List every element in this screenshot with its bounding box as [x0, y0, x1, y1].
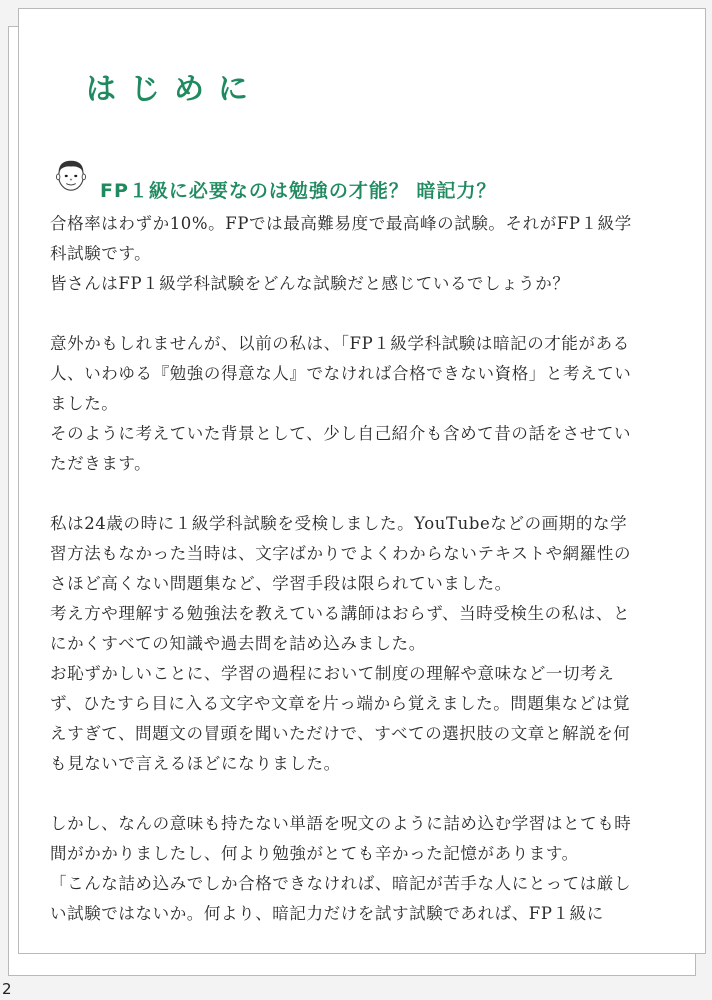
paragraph: そのように考えていた背景として、少し自己紹介も含めて昔の話をさせていただきます。	[50, 424, 632, 473]
paragraph-gap	[50, 779, 635, 809]
paragraph: 合格率はわずか10%。FPでは最高難易度で最高峰の試験。それがFP１級学科試験です。	[50, 214, 632, 263]
paragraph: 私は24歳の時に１級学科試験を受検しました。YouTubeなどの画期的な学習方法もなかった当時は、文字ばかりでよくわからないテキストや網羅性のさほど高くない問題集など、学習手段は限られていました。	[50, 514, 632, 593]
face-avatar-icon	[52, 156, 90, 194]
paragraph: 考え方や理解する勉強法を教えている講師はおらず、当時受検生の私は、とにかくすべての知識や過去問を詰め込みました。	[50, 604, 631, 653]
page-title: はじめに	[86, 72, 262, 107]
page-number: 2	[2, 980, 12, 998]
body-text	[50, 209, 635, 929]
paragraph: 「こんな詰め込みでしか合格できなければ、暗記が苦手な人にとっては厳しい試験ではないか。何より、暗記力だけを試す試験であれば、FP１級に	[50, 874, 632, 923]
paragraph: しかし、なんの意味も持たない単語を呪文のように詰め込む学習はとても時間がかかりましたし、何より勉強がとても辛かった記憶があります。	[50, 814, 632, 863]
paragraph-gap	[50, 479, 635, 509]
paragraph: 皆さんはFP１級学科試験をどんな試験だと感じているでしょうか？	[50, 274, 570, 293]
paragraph-gap	[50, 299, 635, 329]
section-heading: FP１級に必要なのは勉強の才能？ 暗記力？	[100, 180, 497, 202]
paragraph: 意外かもしれませんが、以前の私は、「FP１級学科試験は暗記の才能がある人、いわゆる『勉強の得意な人』でなければ合格できない資格」と考えていました。	[50, 334, 632, 413]
paragraph: お恥ずかしいことに、学習の過程において制度の理解や意味など一切考えず、ひたすら目に入る文字や文章を片っ端から覚えました。問題集などは覚えすぎて、問題文の冒頭を聞いただけで、すべての選択肢の文章と解説を何も見ないで言えるほどになりました。	[50, 664, 631, 773]
